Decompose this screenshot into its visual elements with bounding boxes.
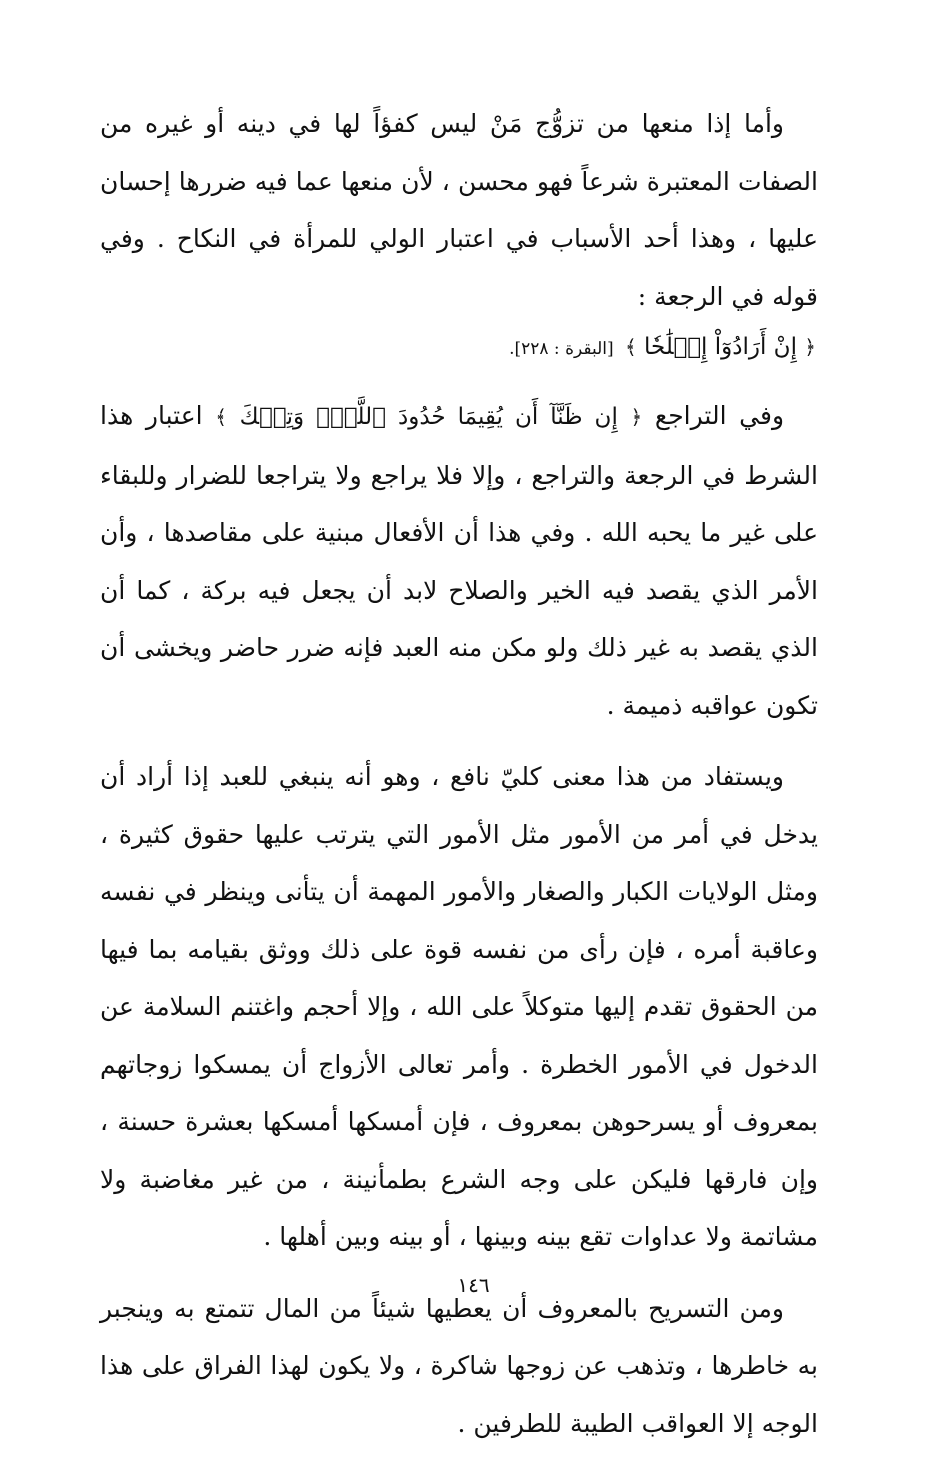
verse-open-bracket: ﴿ — [804, 335, 816, 359]
page-body — [100, 95, 818, 1452]
verse-reference: [البقرة : ٢٢٨]. — [509, 339, 614, 359]
verse-close-bracket: ﴾ — [624, 335, 637, 359]
paragraph-gap — [100, 734, 818, 748]
quran-verse: إِنْ أَرَادُوٓاْ إِصۡلَٰحٗا — [643, 334, 797, 360]
quran-verse-line — [100, 325, 818, 371]
paragraph-2-lead: وفي التراجع — [654, 401, 785, 430]
paragraph-3: ويستفاد من هذا معنى كليّ نافع ، وهو أنه ينبغي للعبد إذا أراد أن يدخل في أمر من الأمور مثل الأمور التي يترتب عليها حقوق كثيرة ، ومثل الولايات الكبار والصغار والأمور المهمة أن يتأنى وينظر في نفسه وعاقبة أمره ، فإن رأى من نفسه قوة على ذلك ووثق بقيامه بما فيها من الحقوق تقدم إليها متوكلاً على الله ، وإلا أحجم واغتنم السلامة عن الدخول في الأمور الخطرة . وأمر تعالى الأزواج أن يمسكوا زوجاتهم بمعروف أو يسرحوهن بمعروف ، فإن أمسكها أمسكها بعشرة حسنة ، وإن فارقها فليكن على وجه الشرع بطمأنينة ، من غير مغاضبة ولا مشاتمة ولا عداوات تقع بينه وبينها ، أو بينه وبين أهلها . — [100, 762, 818, 1251]
inline-quran-verse: إِن ظَنَّآ أَن يُقِيمَا حُدُودَ ٱللَّهِۗ وَتِلۡكَ — [239, 404, 618, 430]
inline-verse-close-bracket: ﴾ — [215, 405, 227, 429]
paragraph-2 — [100, 387, 818, 734]
paragraph-2-rest: اعتبار هذا الشرط في الرجعة والتراجع ، وإلا فلا يراجع ولا يتراجعا للضرار وللبقاء على غير ما يحبه الله . وفي هذا أن الأفعال مبنية على مقاصدها ، وأن الأمر الذي يقصد فيه الخير والصلاح لابد أن يجعل فيه بركة ، كما أن الذي يقصد به غير ذلك ولو مكن منه العبد فإنه ضرر حاضر ويخشى أن تكون عواقبه ذميمة . — [100, 401, 818, 720]
page-number: ١٤٦ — [457, 1273, 490, 1297]
paragraph-1: وأما إذا منعها من تزوُّج مَنْ ليس كفؤاً لها في دينه أو غيره من الصفات المعتبرة شرعاً فهو محسن ، لأن منعها عما فيه ضررها إحسان عليها ، وهذا أحد الأسباب في اعتبار الولي للمرأة في النكاح . وفي قوله في الرجعة : — [100, 109, 818, 311]
paragraph-4: ومن التسريح بالمعروف أن يعطيها شيئاً من المال تتمتع به وينجبر به خاطرها ، وتذهب عن زوجها شاكرة ، ولا يكون لهذا الفراق على هذا الوجه إلا العواقب الطيبة للطرفين . — [100, 1293, 818, 1438]
inline-verse-open-bracket: ﴿ — [630, 405, 643, 429]
